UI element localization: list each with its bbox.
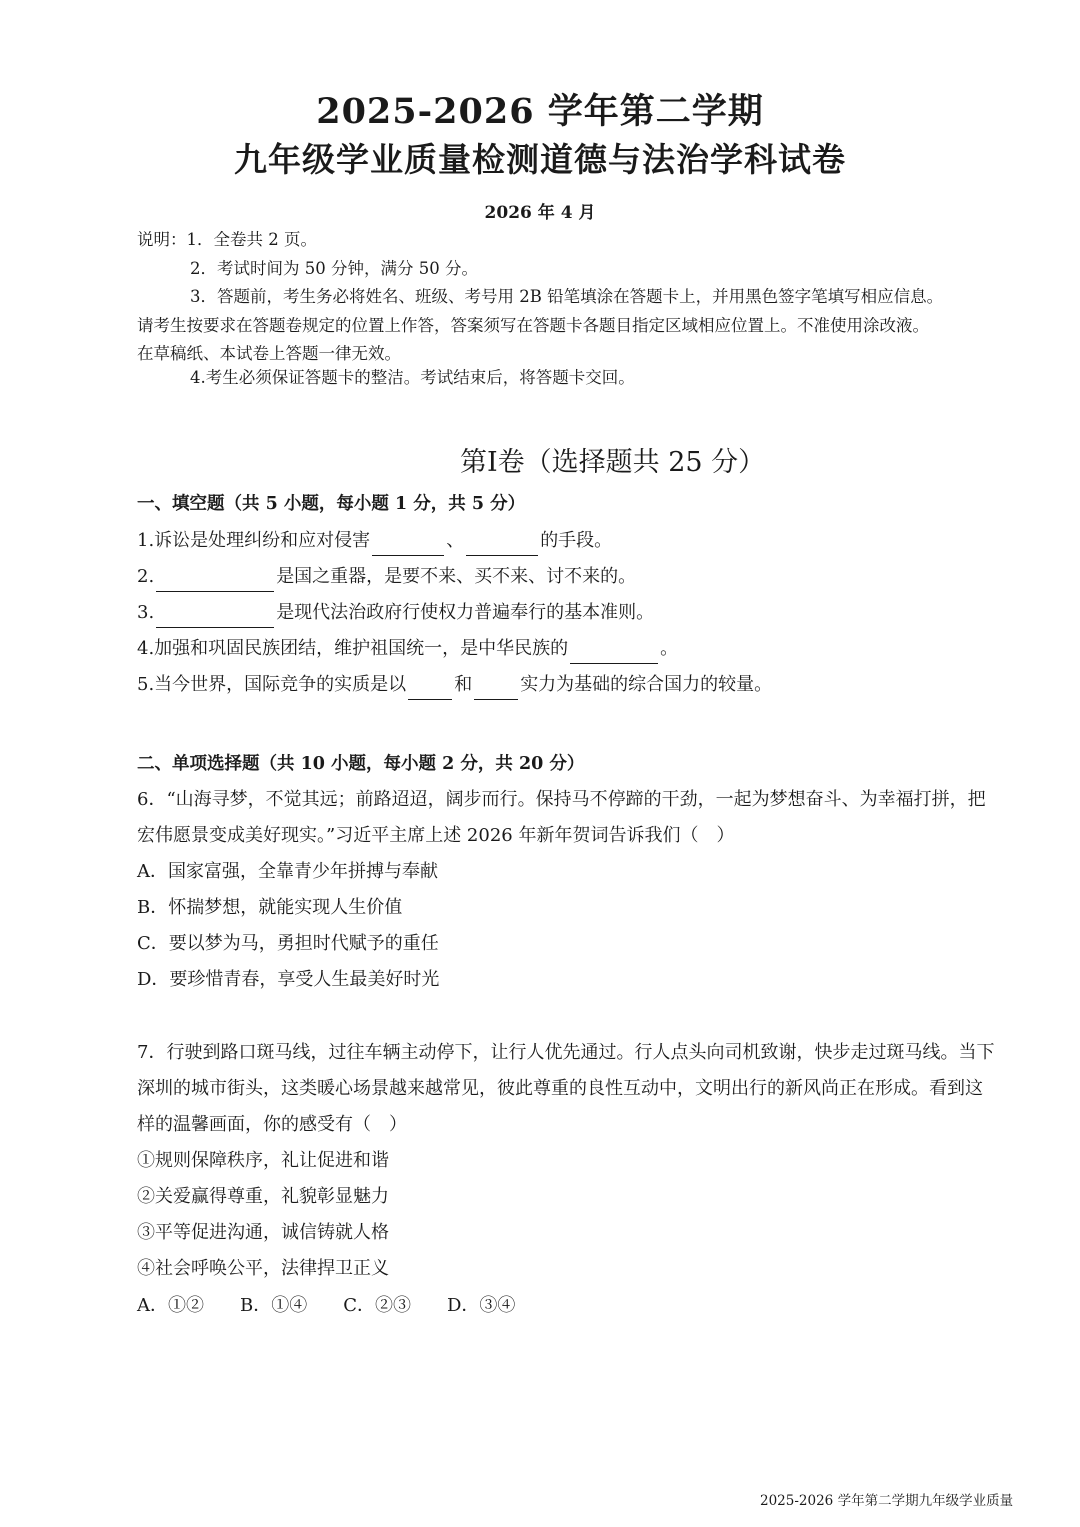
- question-2-text-b: 是国之重器，是要不来、买不来、讨不来的。: [276, 566, 637, 587]
- instruction-line-6: 4.考生必须保证答题卡的整洁。考试结束后，将答题卡交回。: [190, 368, 635, 387]
- question-7-line-2: 深圳的城市街头，这类暖心场景越来越常见，彼此尊重的良性互动中，文明出行的新风尚正在形成。看到这: [137, 1078, 983, 1099]
- answer-blank: [408, 679, 452, 700]
- question-6-option-d: D．要珍惜青春，享受人生最美好时光: [137, 969, 440, 990]
- question-4-text-a: 4.加强和巩固民族团结，维护祖国统一，是中华民族的: [137, 638, 569, 659]
- part-one-title: 第Ⅰ卷（选择题共 25 分）: [460, 447, 766, 478]
- question-6-option-b: B．怀揣梦想，就能实现人生价值: [137, 897, 403, 918]
- instruction-line-4: 请考生按要求在答题卷规定的位置上作答，答案须写在答题卡各题目指定区域相应位置上。不准使用涂改液。: [137, 316, 929, 335]
- question-3-text-a: 3.: [137, 602, 155, 623]
- exam-date: 2026 年 4 月: [484, 203, 596, 223]
- question-6-line-1: 6．“山海寻梦，不觉其远；前路迢迢，阔步而行。保持马不停蹄的干劲，一起为梦想奋斗、为幸福打拼，把: [137, 789, 986, 810]
- question-3: [137, 598, 654, 628]
- question-3-text-b: 是现代法治政府行使权力普遍奉行的基本准则。: [276, 602, 655, 623]
- question-6-line-2: 宏伟愿景变成美好现实。”习近平主席上述 2026 年新年贺词告诉我们（ ）: [137, 825, 735, 846]
- question-7-options: A．①② B．①④ C．②③ D．③④: [137, 1295, 516, 1316]
- question-1: [137, 526, 612, 556]
- instruction-line-1: 说明：1．全卷共 2 页。: [137, 230, 317, 249]
- answer-blank: [474, 679, 518, 700]
- question-7-line-1: 7．行驶到路口斑马线，过往车辆主动停下，让行人优先通过。行人点头向司机致谢，快步走过斑马线。当下: [137, 1042, 995, 1063]
- question-7-statement-4: ④社会呼唤公平，法律捍卫正义: [137, 1258, 389, 1279]
- question-7-statement-3: ③平等促进沟通，诚信铸就人格: [137, 1222, 389, 1243]
- answer-blank: [156, 571, 274, 592]
- question-7-line-3: 样的温馨画面，你的感受有（ ）: [137, 1114, 407, 1135]
- exam-title-line1: 2025-2026 学年第二学期: [316, 91, 764, 132]
- instruction-line-5: 在草稿纸、本试卷上答题一律无效。: [137, 344, 401, 363]
- question-5: [137, 670, 772, 700]
- fill-blank-heading: 一、填空题（共 5 小题，每小题 1 分，共 5 分）: [137, 494, 526, 514]
- question-2-text-a: 2.: [137, 566, 155, 587]
- question-6-option-c: C．要以梦为马，勇担时代赋予的重任: [137, 933, 439, 954]
- exam-title-line2: 九年级学业质量检测道德与法治学科试卷: [234, 140, 846, 179]
- answer-blank: [372, 535, 444, 556]
- answer-blank: [156, 607, 274, 628]
- answer-blank: [466, 535, 538, 556]
- instruction-line-2: 2．考试时间为 50 分钟，满分 50 分。: [190, 259, 478, 278]
- single-choice-heading: 二、单项选择题（共 10 小题，每小题 2 分，共 20 分）: [137, 754, 585, 774]
- instruction-line-3: 3．答题前，考生务必将姓名、班级、考号用 2B 铅笔填涂在答题卡上，并用黑色签字笔填写相应信息。: [190, 287, 944, 306]
- answer-blank: [570, 643, 658, 664]
- question-7-statement-2: ②关爱赢得尊重，礼貌彰显魅力: [137, 1186, 389, 1207]
- question-2: [137, 562, 636, 592]
- question-5-text-c: 实力为基础的综合国力的较量。: [520, 674, 773, 695]
- question-5-text-a: 5.当今世界，国际竞争的实质是以: [137, 674, 407, 695]
- question-7-statement-1: ①规则保障秩序，礼让促进和谐: [137, 1150, 389, 1171]
- question-1-text-c: 的手段。: [540, 530, 613, 551]
- page-footer: 2025-2026 学年第二学期九年级学业质量: [760, 1493, 1014, 1509]
- question-1-text-b: 、: [446, 530, 465, 551]
- question-4-text-b: 。: [660, 638, 679, 659]
- question-1-text-a: 1.诉讼是处理纠纷和应对侵害: [137, 530, 371, 551]
- question-5-text-b: 和: [454, 674, 473, 695]
- question-4: [137, 634, 678, 664]
- question-6-option-a: A．国家富强，全靠青少年拼搏与奉献: [137, 861, 438, 882]
